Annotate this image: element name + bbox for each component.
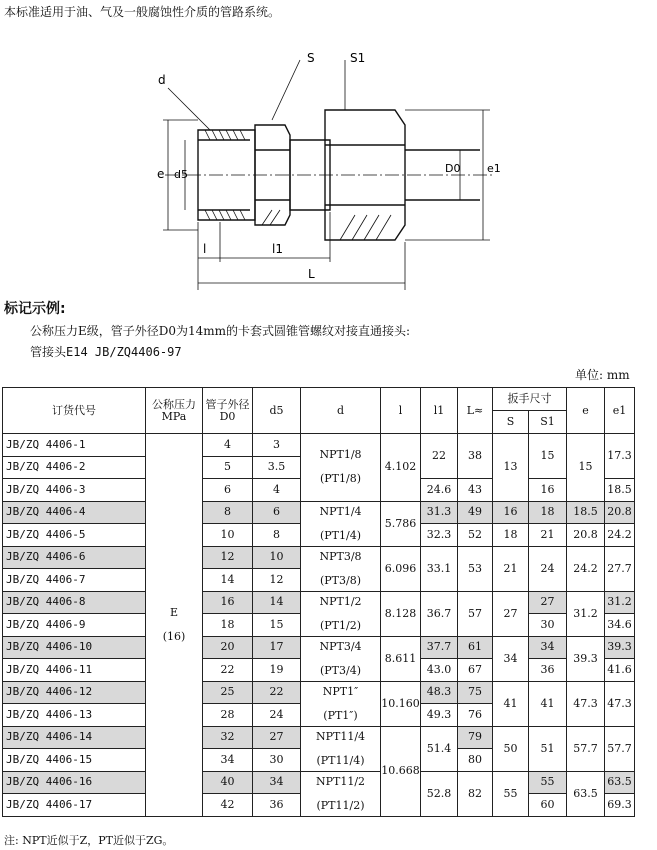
cell-e1: 39.3 [605, 636, 635, 659]
cell-l: 6.096 [381, 546, 421, 591]
label-l: l [203, 242, 207, 256]
header-L: L≈ [458, 388, 493, 434]
cell-S1: 30 [529, 614, 567, 637]
cell-d5: 15 [253, 614, 301, 637]
cell-S: 50 [493, 726, 529, 771]
cell-l1: 33.1 [421, 546, 458, 591]
cell-code: JB/ZQ 4406-7 [3, 569, 146, 592]
unit-label: 单位: mm [575, 368, 630, 382]
header-wrench: 扳手尺寸 [493, 388, 567, 411]
cell-l: 8.128 [381, 591, 421, 636]
cell-code: JB/ZQ 4406-17 [3, 794, 146, 817]
header-e: e [567, 388, 605, 434]
cell-l: 5.786 [381, 501, 421, 546]
cell-code: JB/ZQ 4406-14 [3, 726, 146, 749]
cell-e: 24.2 [567, 546, 605, 591]
cell-d: NPT11/2 (PT11/2) [301, 771, 381, 816]
intro-text: 本标准适用于油、气及一般腐蚀性介质的管路系统。 [4, 5, 281, 19]
cell-od: 40 [203, 771, 253, 794]
cell-l1: 36.7 [421, 591, 458, 636]
cell-L: 57 [458, 591, 493, 636]
cell-l1: 52.8 [421, 771, 458, 816]
cell-od: 10 [203, 524, 253, 547]
cell-S1: 15 [529, 434, 567, 479]
cell-L: 76 [458, 704, 493, 727]
cell-S1: 36 [529, 659, 567, 682]
cell-code: JB/ZQ 4406-6 [3, 546, 146, 569]
cell-od: 8 [203, 501, 253, 524]
cell-L: 49 [458, 501, 493, 524]
cell-code: JB/ZQ 4406-8 [3, 591, 146, 614]
label-s: S [307, 51, 315, 65]
cell-L: 80 [458, 749, 493, 772]
cell-e1: 41.6 [605, 659, 635, 682]
cell-e: 18.5 [567, 501, 605, 524]
cell-od: 42 [203, 794, 253, 817]
cell-d: NPT11/4 (PT11/4) [301, 726, 381, 771]
cell-code: JB/ZQ 4406-11 [3, 659, 146, 682]
cell-S1: 18 [529, 501, 567, 524]
label-d5: d5 [174, 168, 188, 181]
cell-od: 32 [203, 726, 253, 749]
cell-d5: 36 [253, 794, 301, 817]
cell-e1: 31.2 [605, 591, 635, 614]
cell-e1: 18.5 [605, 479, 635, 502]
cell-S1: 27 [529, 591, 567, 614]
cell-S: 55 [493, 771, 529, 816]
cell-od: 12 [203, 546, 253, 569]
cell-L: 53 [458, 546, 493, 591]
cell-e1: 69.3 [605, 794, 635, 817]
cell-d5: 22 [253, 681, 301, 704]
cell-l1: 24.6 [421, 479, 458, 502]
cell-d5: 6 [253, 501, 301, 524]
cell-e1: 20.8 [605, 501, 635, 524]
cell-code: JB/ZQ 4406-2 [3, 456, 146, 479]
cell-L: 82 [458, 771, 493, 816]
cell-e1: 47.3 [605, 681, 635, 726]
cell-e: 39.3 [567, 636, 605, 681]
cell-d: NPT3/8 (PT3/8) [301, 546, 381, 591]
cell-L: 43 [458, 479, 493, 502]
cell-L: 79 [458, 726, 493, 749]
cell-S1: 55 [529, 771, 567, 794]
cell-od: 25 [203, 681, 253, 704]
cell-d: NPT1/8 (PT1/8) [301, 434, 381, 502]
cell-S: 13 [493, 434, 529, 502]
cell-L: 38 [458, 434, 493, 479]
cell-l: 4.102 [381, 434, 421, 502]
header-code: 订货代号 [3, 388, 146, 434]
cell-d5: 12 [253, 569, 301, 592]
cell-d5: 10 [253, 546, 301, 569]
header-S1: S1 [529, 411, 567, 434]
label-L: L [308, 267, 315, 281]
cell-od: 16 [203, 591, 253, 614]
label-e: e [157, 167, 165, 181]
cell-d5: 4 [253, 479, 301, 502]
cell-code: JB/ZQ 4406-10 [3, 636, 146, 659]
label-d0: D0 [445, 162, 461, 175]
cell-S: 18 [493, 524, 529, 547]
cell-S1: 60 [529, 794, 567, 817]
table-row [3, 771, 635, 794]
cell-e: 57.7 [567, 726, 605, 771]
table-row [3, 434, 635, 457]
cell-S: 27 [493, 591, 529, 636]
table-row [3, 501, 635, 524]
cell-d5: 17 [253, 636, 301, 659]
marking-line-1: 公称压力E级，管子外径D0为14mm的卡套式圆锥管螺纹对接直通接头: [30, 324, 411, 338]
cell-S: 41 [493, 681, 529, 726]
cell-L: 75 [458, 681, 493, 704]
cell-d5: 3.5 [253, 456, 301, 479]
cell-code: JB/ZQ 4406-3 [3, 479, 146, 502]
cell-code: JB/ZQ 4406-16 [3, 771, 146, 794]
cell-l1: 32.3 [421, 524, 458, 547]
cell-od: 5 [203, 456, 253, 479]
table-row [3, 546, 635, 569]
cell-code: JB/ZQ 4406-5 [3, 524, 146, 547]
cell-d: NPT1″ (PT1″) [301, 681, 381, 726]
header-d: d [301, 388, 381, 434]
cell-L: 67 [458, 659, 493, 682]
cell-d5: 14 [253, 591, 301, 614]
label-e1: e1 [487, 162, 501, 175]
cell-d5: 30 [253, 749, 301, 772]
cell-code: JB/ZQ 4406-15 [3, 749, 146, 772]
cell-e1: 34.6 [605, 614, 635, 637]
footnote: 注: NPT近似于Z，PT近似于ZG。 [4, 834, 174, 847]
cell-od: 22 [203, 659, 253, 682]
cell-S1: 41 [529, 681, 567, 726]
label-d: d [158, 73, 166, 87]
header-l: l [381, 388, 421, 434]
cell-S1: 34 [529, 636, 567, 659]
cell-l: 10.160 [381, 681, 421, 726]
cell-l1: 31.3 [421, 501, 458, 524]
cell-S1: 16 [529, 479, 567, 502]
cell-d5: 19 [253, 659, 301, 682]
cell-od: 34 [203, 749, 253, 772]
cell-d: NPT3/4 (PT3/4) [301, 636, 381, 681]
marking-line-2: 管接头E14 JB/ZQ4406-97 [30, 345, 182, 359]
cell-l1: 49.3 [421, 704, 458, 727]
cell-e1: 57.7 [605, 726, 635, 771]
cell-S1: 21 [529, 524, 567, 547]
cell-d5: 24 [253, 704, 301, 727]
cell-code: JB/ZQ 4406-12 [3, 681, 146, 704]
cell-S: 21 [493, 546, 529, 591]
cell-S: 16 [493, 501, 529, 524]
cell-e: 20.8 [567, 524, 605, 547]
cell-e: 47.3 [567, 681, 605, 726]
cell-L: 52 [458, 524, 493, 547]
cell-od: 4 [203, 434, 253, 457]
cell-d: NPT1/4 (PT1/4) [301, 501, 381, 546]
cell-d: NPT1/2 (PT1/2) [301, 591, 381, 636]
cell-e1: 24.2 [605, 524, 635, 547]
label-s1: S1 [350, 51, 366, 65]
cell-e1: 27.7 [605, 546, 635, 591]
cell-pressure: E (16) [146, 434, 203, 817]
cell-e1: 63.5 [605, 771, 635, 794]
spec-table [2, 387, 635, 817]
header-l1: l1 [421, 388, 458, 434]
cell-od: 28 [203, 704, 253, 727]
cell-l: 10.668 [381, 726, 421, 816]
cell-l1: 51.4 [421, 726, 458, 771]
cell-od: 6 [203, 479, 253, 502]
cell-d5: 27 [253, 726, 301, 749]
cell-d5: 8 [253, 524, 301, 547]
cell-code: JB/ZQ 4406-1 [3, 434, 146, 457]
cell-code: JB/ZQ 4406-4 [3, 501, 146, 524]
fitting-drawing [0, 0, 657, 295]
cell-e: 31.2 [567, 591, 605, 636]
cell-code: JB/ZQ 4406-9 [3, 614, 146, 637]
cell-L: 61 [458, 636, 493, 659]
cell-od: 20 [203, 636, 253, 659]
cell-d5: 3 [253, 434, 301, 457]
cell-e: 63.5 [567, 771, 605, 816]
cell-S1: 51 [529, 726, 567, 771]
cell-d5: 34 [253, 771, 301, 794]
cell-od: 18 [203, 614, 253, 637]
table-row [3, 726, 635, 749]
cell-S1: 24 [529, 546, 567, 591]
header-od: 管子外径 D0 [203, 388, 253, 434]
header-pressure: 公称压力 MPa [146, 388, 203, 434]
cell-e1: 17.3 [605, 434, 635, 479]
table-row [3, 681, 635, 704]
cell-l1: 48.3 [421, 681, 458, 704]
cell-l1: 22 [421, 434, 458, 479]
cell-l1: 43.0 [421, 659, 458, 682]
header-e1: e1 [605, 388, 635, 434]
marking-heading: 标记示例: [4, 301, 66, 317]
header-S: S [493, 411, 529, 434]
table-row [3, 591, 635, 614]
cell-od: 14 [203, 569, 253, 592]
cell-S: 34 [493, 636, 529, 681]
header-d5: d5 [253, 388, 301, 434]
cell-l: 8.611 [381, 636, 421, 681]
cell-e: 15 [567, 434, 605, 502]
cell-code: JB/ZQ 4406-13 [3, 704, 146, 727]
table-row [3, 636, 635, 659]
label-l1: l1 [272, 242, 283, 256]
cell-l1: 37.7 [421, 636, 458, 659]
